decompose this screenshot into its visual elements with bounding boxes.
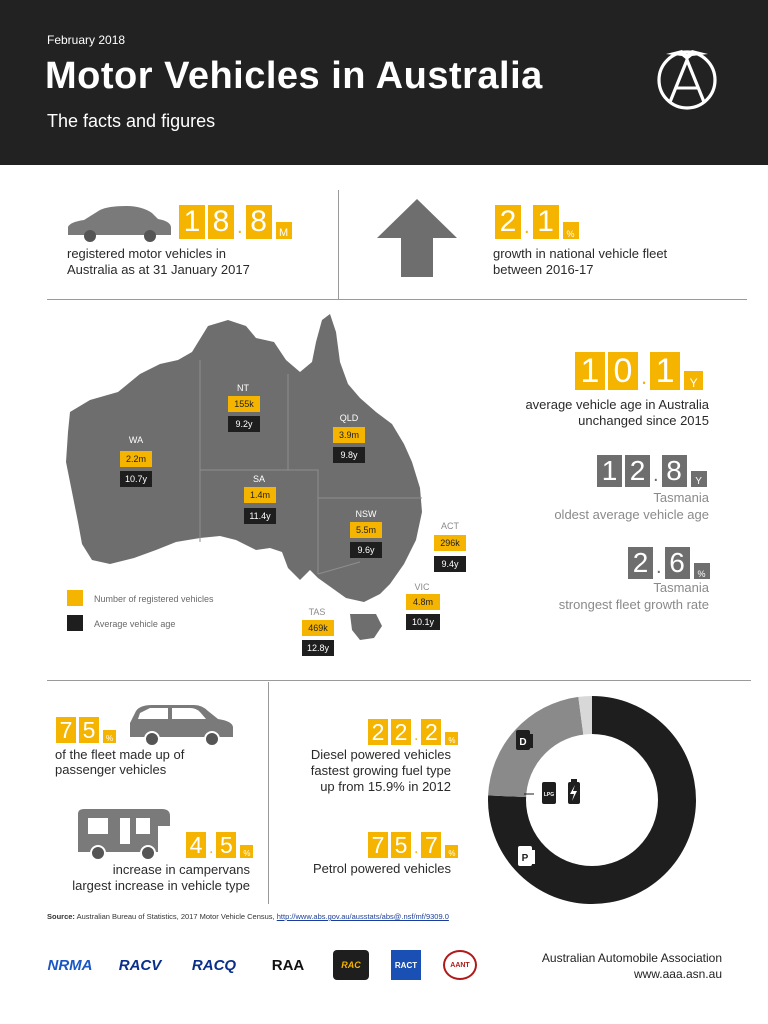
state-label-nt: NT xyxy=(237,383,249,393)
legend-label-registered: Number of registered vehicles xyxy=(94,594,214,604)
decimal-point: . xyxy=(414,727,419,744)
decimal-point: . xyxy=(641,364,648,389)
divider xyxy=(47,680,751,681)
digit-tile: 1 xyxy=(575,352,605,390)
registered-badge-nsw: 5.5m xyxy=(350,522,382,538)
aaa-logo-icon xyxy=(652,40,722,112)
digit-tile: 1 xyxy=(533,205,559,239)
digit-tile: 2 xyxy=(368,719,388,745)
svg-text:P: P xyxy=(521,853,529,864)
digit-tile: 4 xyxy=(186,832,206,858)
ract-logo[interactable]: RACT xyxy=(391,950,421,980)
avg-age-figure xyxy=(575,352,703,390)
page-subtitle: The facts and figures xyxy=(47,111,216,131)
petrol-figure xyxy=(368,832,458,858)
divider xyxy=(47,299,747,300)
fuel-type-donut-chart xyxy=(478,694,706,906)
passenger-caption-1: of the fleet made up of xyxy=(55,747,185,762)
age-badge-vic: 10.1y xyxy=(406,614,440,630)
digit-tile: 7 xyxy=(421,832,441,858)
registered-badge-wa: 2.2m xyxy=(120,451,152,467)
avg-age-caption-1: average vehicle age in Australia xyxy=(525,397,709,412)
registered-badge-nt: 155k xyxy=(228,396,260,412)
tas-growth-figure xyxy=(628,547,710,579)
digit-tile: 0 xyxy=(608,352,638,390)
registered-badge-vic: 4.8m xyxy=(406,594,440,610)
report-date: February 2018 xyxy=(47,33,126,47)
unit-tile: % xyxy=(563,222,579,239)
source-label: Source: xyxy=(47,912,75,921)
up-arrow-icon xyxy=(376,198,458,278)
tas-age-caption-1: Tasmania xyxy=(653,490,709,505)
raa-logo[interactable]: RAA xyxy=(271,956,305,974)
avg-age-caption-2: unchanged since 2015 xyxy=(578,413,709,428)
passenger-caption-2: passenger vehicles xyxy=(55,762,167,777)
digit-tile: 7 xyxy=(368,832,388,858)
car-icon xyxy=(66,205,172,243)
digit-tile: 6 xyxy=(665,547,690,579)
aant-logo[interactable]: AANT xyxy=(443,950,477,980)
state-label-wa: WA xyxy=(128,435,144,445)
campervan-figure xyxy=(186,832,253,858)
source-text: Australian Bureau of Statistics, 2017 Motor Vehicle Census, xyxy=(76,912,275,921)
digit-tile: 2 xyxy=(391,719,411,745)
unit-tile: M xyxy=(276,222,292,239)
digit-tile: 5 xyxy=(79,717,99,743)
nrma-logo[interactable]: NRMA xyxy=(47,956,93,974)
racv-logo[interactable]: RACV xyxy=(118,956,162,974)
campervan-caption-2: largest increase in vehicle type xyxy=(72,878,250,893)
footer-org-name: Australian Automobile Association xyxy=(541,951,722,965)
tas-growth-caption-2: strongest fleet growth rate xyxy=(558,597,709,612)
svg-text:D: D xyxy=(519,737,527,748)
legend-swatch-age xyxy=(67,615,83,631)
digit-tile: 2 xyxy=(421,719,441,745)
registered-figure xyxy=(179,205,292,239)
digit-tile: 7 xyxy=(56,717,76,743)
decimal-point: . xyxy=(237,216,243,238)
racq-logo[interactable]: RACQ xyxy=(191,956,237,974)
age-badge-sa: 11.4y xyxy=(244,508,276,524)
footer-url[interactable]: www.aaa.asn.au xyxy=(633,967,722,981)
age-badge-qld: 9.8y xyxy=(333,447,365,463)
divider xyxy=(338,190,339,300)
growth-caption-1: growth in national vehicle fleet xyxy=(493,246,668,261)
registered-badge-tas: 469k xyxy=(302,620,334,636)
registered-caption-1: registered motor vehicles in xyxy=(67,246,226,261)
growth-caption-2: between 2016-17 xyxy=(493,262,594,277)
petrol-caption-1: Petrol powered vehicles xyxy=(312,861,451,876)
tas-growth-caption-1: Tasmania xyxy=(653,580,709,595)
age-badge-wa: 10.7y xyxy=(120,471,152,487)
decimal-point: . xyxy=(653,464,659,486)
diesel-caption-3: up from 15.9% in 2012 xyxy=(320,779,451,794)
state-label-sa: SA xyxy=(252,474,265,484)
state-label-tas: TAS xyxy=(308,607,326,617)
unit-tile: % xyxy=(445,732,458,745)
registered-badge-sa: 1.4m xyxy=(244,487,276,503)
registered-badge-qld: 3.9m xyxy=(333,427,365,443)
member-logos xyxy=(45,948,499,982)
state-label-nsw: NSW xyxy=(355,509,377,519)
digit-tile: 1 xyxy=(179,205,205,239)
digit-tile: 1 xyxy=(650,352,680,390)
header-banner xyxy=(0,0,768,165)
diesel-figure xyxy=(368,719,458,745)
footer-org xyxy=(500,950,722,982)
svg-text:LPG: LPG xyxy=(543,792,555,798)
passenger-figure xyxy=(56,717,116,743)
digit-tile: 8 xyxy=(662,455,687,487)
divider xyxy=(268,682,269,904)
tas-age-figure xyxy=(597,455,707,487)
registered-caption-2: Australia as at 31 January 2017 xyxy=(67,262,250,277)
tasmania-shape xyxy=(350,614,382,640)
unit-tile: Y xyxy=(691,471,707,487)
tas-age-caption-2: oldest average vehicle age xyxy=(554,507,709,522)
digit-tile: 2 xyxy=(495,205,521,239)
page-title: Motor Vehicles in Australia xyxy=(45,55,543,97)
rac-logo[interactable]: RAC xyxy=(333,950,369,980)
decimal-point: . xyxy=(656,556,662,578)
age-badge-tas: 12.8y xyxy=(302,640,334,656)
registered-badge-act: 296k xyxy=(434,535,466,551)
age-badge-act: 9.4y xyxy=(434,556,466,572)
state-label-vic: VIC xyxy=(414,582,430,592)
legend-label-age: Average vehicle age xyxy=(94,619,176,629)
source-note xyxy=(47,912,449,921)
source-link[interactable]: http://www.abs.gov.au/ausstats/abs@.nsf/mf/9309.0 xyxy=(276,912,449,921)
state-label-qld: QLD xyxy=(339,413,359,423)
digit-tile: 1 xyxy=(597,455,622,487)
growth-figure xyxy=(495,205,579,239)
digit-tile: 5 xyxy=(391,832,411,858)
unit-tile: % xyxy=(694,563,710,579)
unit-tile: % xyxy=(103,730,116,743)
decimal-point: . xyxy=(209,840,214,857)
diesel-caption-2: fastest growing fuel type xyxy=(310,763,451,778)
decimal-point: . xyxy=(414,840,419,857)
digit-tile: 8 xyxy=(246,205,272,239)
legend-swatch-registered xyxy=(67,590,83,606)
age-badge-nt: 9.2y xyxy=(228,416,260,432)
unit-tile: % xyxy=(240,845,253,858)
digit-tile: 8 xyxy=(208,205,234,239)
campervan-icon xyxy=(76,808,172,860)
campervan-caption-1: increase in campervans xyxy=(112,862,250,877)
suv-icon xyxy=(128,703,235,747)
decimal-point: . xyxy=(524,216,530,238)
digit-tile: 5 xyxy=(216,832,236,858)
unit-tile: Y xyxy=(684,371,703,390)
digit-tile: 2 xyxy=(625,455,650,487)
age-badge-nsw: 9.6y xyxy=(350,542,382,558)
digit-tile: 2 xyxy=(628,547,653,579)
diesel-caption-1: Diesel powered vehicles xyxy=(310,747,451,762)
state-label-act: ACT xyxy=(441,521,459,531)
unit-tile: % xyxy=(445,845,458,858)
